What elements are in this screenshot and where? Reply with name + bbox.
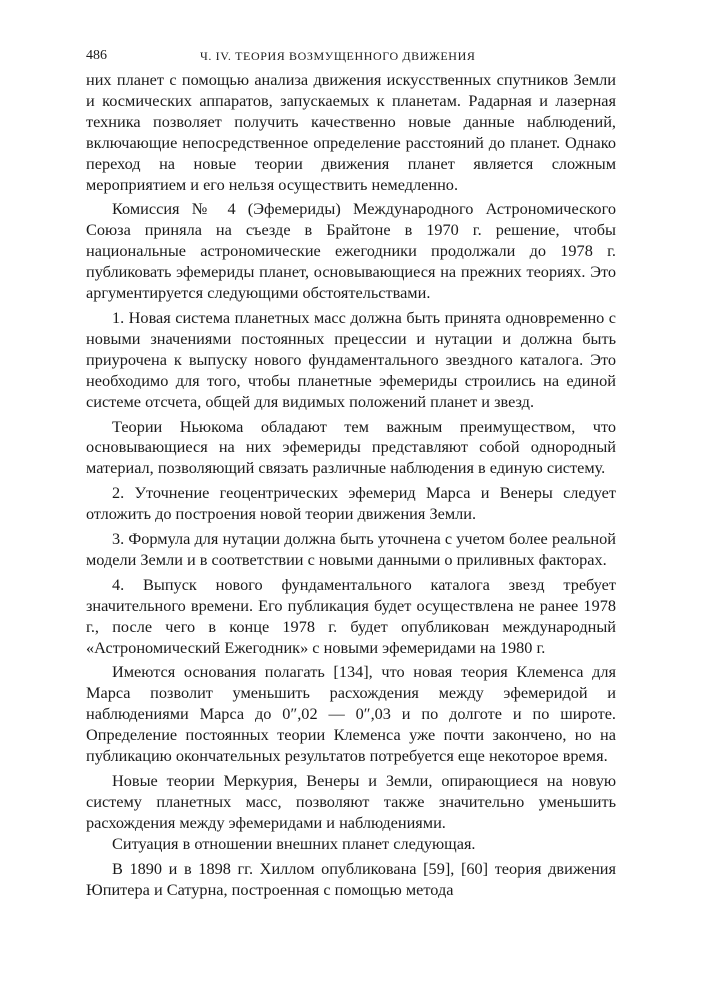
paragraph: 1. Новая система планетных масс должна быть принята одновременно с новыми значениями постоянных прецессии и нутации и должна быть приурочена к выпуску нового фундаментального звездного каталога. Это необходимо для того, чтобы планетные эфемериды строились на единой системе отсчета, общей для видимых положений планет и звезд. bbox=[86, 307, 616, 411]
book-page bbox=[86, 44, 616, 900]
running-head: Ч. IV. ТЕОРИЯ ВОЗМУЩЕННОГО ДВИЖЕНИЯ bbox=[200, 49, 476, 63]
paragraph: В 1890 и в 1898 гг. Хиллом опубликована [59], [60] теория движения Юпитера и Сатурна, построенная с помощью метода bbox=[86, 858, 616, 899]
paragraph: 2. Уточнение геоцентрических эфемерид Марса и Венеры следует отложить до построения новой теории движения Земли. bbox=[86, 483, 616, 524]
body-text bbox=[86, 70, 616, 900]
paragraph: Ситуация в отношении внешних планет следующая. bbox=[112, 833, 476, 853]
paragraph: Теории Ньюкома обладают тем важным преимуществом, что основывающиеся на них эфемериды представляют собой однородный материал, позволяющий связать различные наблюдения в единую систему. bbox=[86, 416, 616, 478]
paragraph: них планет с помощью анализа движения искусственных спутников Земли и космических аппаратов, запускаемых к планетам. Радарная и лазерная техника позволяет получить качественно новые данные наблюдений, включающие непосредственное определение расстояний до планет. Однако переход на новые теории движения планет является сложным мероприятием и его нельзя осуществить немедленно. bbox=[86, 70, 616, 194]
paragraph: 3. Формула для нутации должна быть уточнена с учетом более реальной модели Земли и в соответствии с новыми данными о приливных факторах. bbox=[86, 529, 616, 569]
paragraph: Комиссия № 4 (Эфемериды) Международного Астрономического Союза приняла на съезде в Брайтоне в 1970 г. решение, чтобы национальные астрономические ежегодники продолжали до 1978 г. публиковать эфемериды планет, основывающиеся на прежних теориях. Это аргументируется следующими обстоятельствами. bbox=[86, 199, 616, 303]
paragraph: Новые теории Меркурия, Венеры и Земли, опирающиеся на новую систему планетных масс, позволяют также значительно уменьшить расхождения между эфемеридами и наблюдениями. bbox=[86, 771, 616, 832]
page-number: 486 bbox=[86, 48, 107, 63]
paragraph: Имеются основания полагать [134], что новая теория Клеменса для Марса позволит уменьшить расхождения между эфемеридой и наблюдениями Марса до 0″,02 — 0″,03 и по долготе и по широте. Определение постоянных теории Клеменса уже почти закончено, но на публикацию окончательных результатов потребуется еще некоторое время. bbox=[86, 662, 616, 766]
paragraph: 4. Выпуск нового фундаментального каталога звезд требует значительного времени. Его публикация будет осуществлена не ранее 1978 г., после чего в конце 1978 г. будет опубликован международный «Астрономический Ежегодник» с новыми эфемеридами на 1980 г. bbox=[86, 574, 616, 657]
page-header bbox=[86, 44, 616, 70]
